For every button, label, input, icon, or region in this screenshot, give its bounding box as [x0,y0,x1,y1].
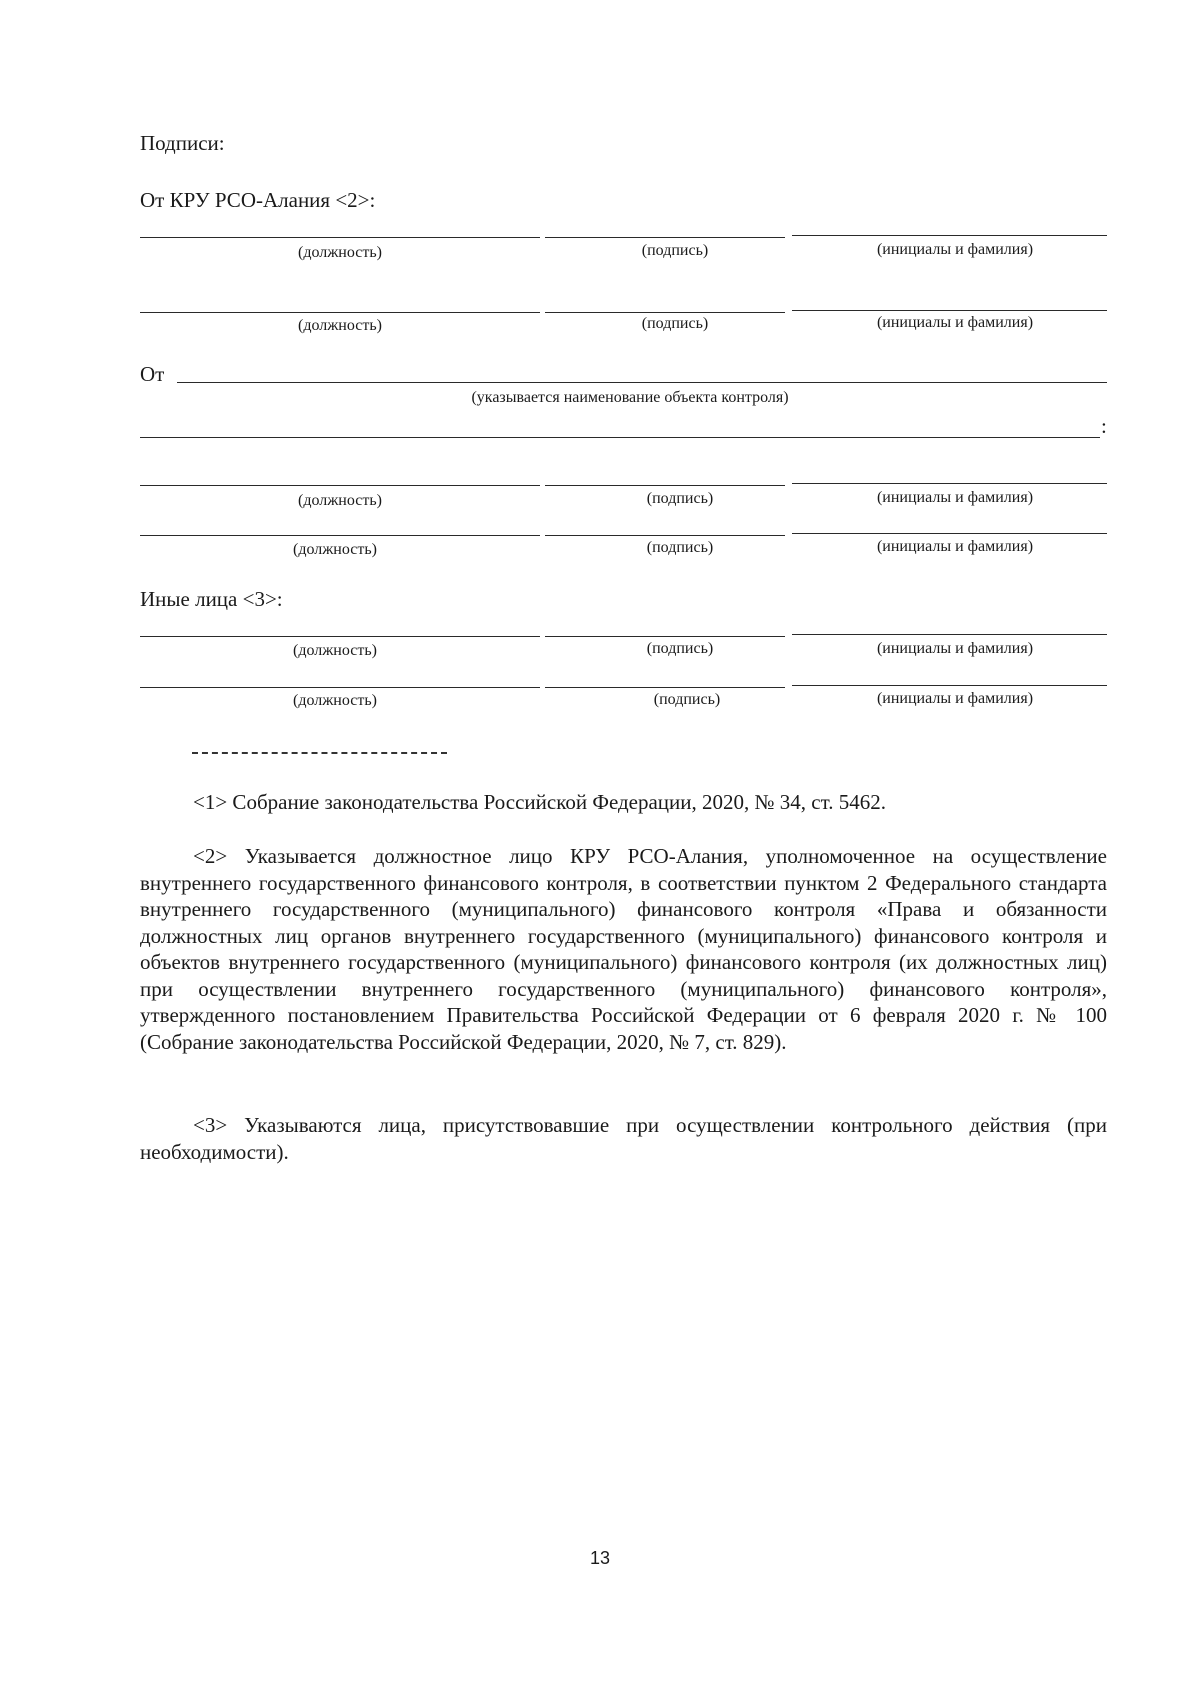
position-line[interactable] [140,485,540,486]
signature-caption: (подпись) [646,539,714,556]
colon-mark: : [1101,414,1107,438]
initials-line[interactable] [792,685,1107,686]
signatures-heading: Подписи: [140,131,225,155]
footnote-2: <2> Указывается должностное лицо КРУ РСО-Алания, уполномоченное на осуществление внутреннего государственного финансового контроля, в соответствии пунктом 2 Федерального стандарта внутреннего государственного (муниципального) финансового контроля «Права и обязанности должностных лиц органов внутреннего государственного (муниципального) финансового контроля и объектов внутреннего государственного (муниципального) финансового контроля (их должностных лиц) при осуществлении внутреннего государственного (муниципального) финансового контроля», утвержденного постановлением Правительства Российской Федерации от 6 февраля 2020 г. № 100 (Собрание законодательства Российской Федерации, 2020, № 7, ст. 829). [140,844,1107,1054]
initials-caption: (инициалы и фамилия) [876,538,1034,555]
other-persons-label: Иные лица <3>: [140,587,283,611]
position-line[interactable] [140,687,540,688]
initials-caption: (инициалы и фамилия) [876,314,1034,331]
signature-caption: (подпись) [641,242,709,259]
initials-line[interactable] [792,310,1107,311]
footnote-1: <1> Собрание законодательства Российской Федерации, 2020, № 34, ст. 5462. [193,790,886,814]
position-caption: (должность) [293,642,377,659]
signature-line[interactable] [545,687,785,688]
position-caption: (должность) [298,492,382,509]
footnote-3: <3> Указываются лица, присутствовавшие при осуществлении контрольного действия (при необходимости). [140,1113,1107,1164]
initials-caption: (инициалы и фамилия) [876,241,1034,258]
kru-label: От КРУ РСО-Алания <2>: [140,188,376,212]
position-caption: (должность) [293,541,377,558]
initials-line[interactable] [792,483,1107,484]
position-caption: (должность) [298,317,382,334]
page-number: 13 [589,1548,611,1568]
position-line[interactable] [140,237,540,238]
footnote-separator [192,752,447,754]
signature-caption: (подпись) [653,691,721,708]
position-caption: (должность) [293,692,377,709]
signature-line[interactable] [545,535,785,536]
initials-line[interactable] [792,235,1107,236]
signature-line[interactable] [545,237,785,238]
position-line[interactable] [140,312,540,313]
signature-caption: (подпись) [646,490,714,507]
signature-line[interactable] [545,485,785,486]
signature-line[interactable] [545,636,785,637]
initials-caption: (инициалы и фамилия) [876,489,1034,506]
signature-caption: (подпись) [646,640,714,657]
object-caption: (указывается наименование объекта контроля) [471,389,789,406]
signature-line[interactable] [545,312,785,313]
initials-line[interactable] [792,533,1107,534]
position-line[interactable] [140,636,540,637]
object-name-line-2[interactable] [140,437,1100,438]
object-name-line[interactable] [177,382,1107,383]
initials-caption: (инициалы и фамилия) [876,690,1034,707]
position-line[interactable] [140,535,540,536]
initials-caption: (инициалы и фамилия) [876,640,1034,657]
signature-caption: (подпись) [641,315,709,332]
position-caption: (должность) [298,244,382,261]
from-label: От [140,362,165,386]
initials-line[interactable] [792,634,1107,635]
